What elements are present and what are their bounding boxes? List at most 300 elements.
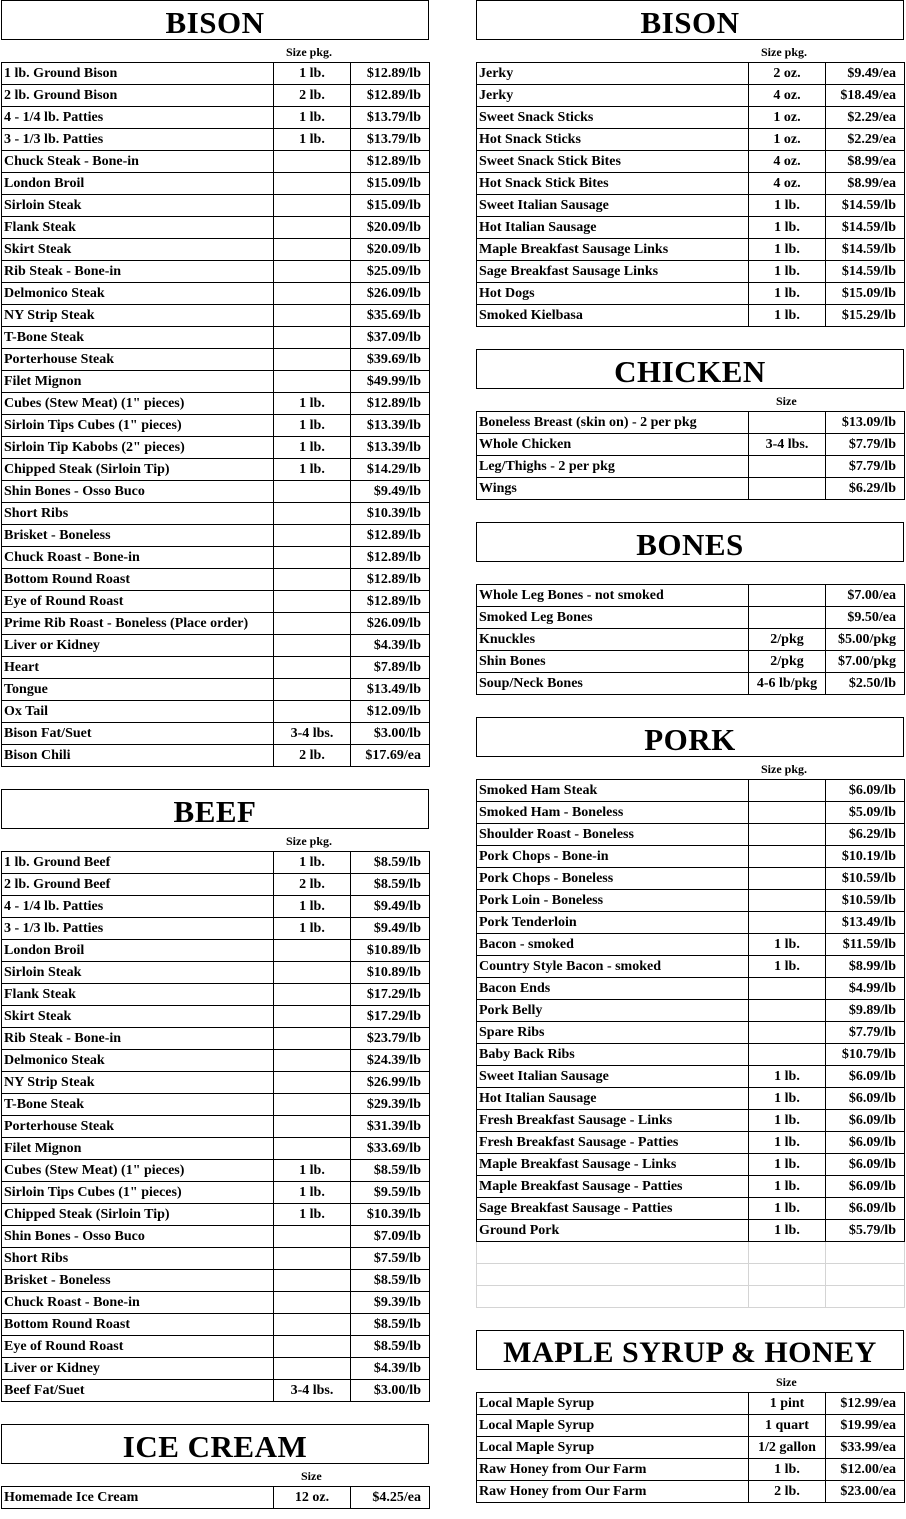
item-name: Bacon - smoked	[477, 934, 749, 956]
item-price: $12.89/lb	[351, 569, 430, 591]
item-price: $14.59/lb	[826, 195, 905, 217]
pork-section	[476, 717, 904, 1330]
price-table-maple-honey	[476, 1392, 905, 1503]
table-row	[477, 63, 905, 85]
item-name: 2 lb. Ground Bison	[2, 85, 274, 107]
item-name: 3 - 1/3 lb. Patties	[2, 918, 274, 940]
item-size: 2/pkg	[749, 629, 826, 651]
item-size	[274, 1270, 351, 1292]
size-header-label: Size	[776, 1375, 797, 1389]
item-price: $13.79/lb	[351, 129, 430, 151]
price-table-bison-2	[476, 62, 905, 327]
item-price: $8.99/lb	[826, 956, 905, 978]
item-size: 1 lb.	[749, 1176, 826, 1198]
item-name: Raw Honey from Our Farm	[477, 1481, 749, 1503]
item-size	[274, 1226, 351, 1248]
item-name: Maple Breakfast Sausage Links	[477, 239, 749, 261]
item-price: $12.89/lb	[351, 393, 430, 415]
item-size	[274, 283, 351, 305]
item-name: T-Bone Steak	[2, 1094, 274, 1116]
item-price: $14.59/lb	[826, 239, 905, 261]
item-name: Ground Pork	[477, 1220, 749, 1242]
item-price: $15.09/lb	[351, 195, 430, 217]
table-row	[2, 852, 430, 874]
item-size: 1 lb.	[749, 217, 826, 239]
table-row	[477, 1393, 905, 1415]
item-name: Fresh Breakfast Sausage - Patties	[477, 1132, 749, 1154]
item-size	[274, 657, 351, 679]
item-price: $6.29/lb	[826, 824, 905, 846]
table-row	[2, 261, 430, 283]
table-row	[2, 569, 430, 591]
item-size	[274, 349, 351, 371]
item-name: Raw Honey from Our Farm	[477, 1459, 749, 1481]
item-price: $3.00/lb	[351, 1380, 430, 1402]
table-row	[2, 459, 430, 481]
item-size: 1 lb.	[749, 195, 826, 217]
section-spacer	[1, 767, 429, 789]
item-price: $2.29/ea	[826, 107, 905, 129]
item-size	[274, 547, 351, 569]
table-row	[477, 934, 905, 956]
empty-cell	[826, 1286, 905, 1308]
bison-2-section	[476, 0, 904, 349]
item-size: 1 lb.	[749, 305, 826, 327]
price-table-bones	[476, 584, 905, 695]
table-row	[2, 393, 430, 415]
item-size	[274, 1116, 351, 1138]
empty-cell	[477, 1242, 749, 1264]
item-price: $17.29/lb	[351, 1006, 430, 1028]
item-name: Smoked Ham - Boneless	[477, 802, 749, 824]
table-row	[2, 1028, 430, 1050]
item-name: Pork Chops - Boneless	[477, 868, 749, 890]
item-size: 1 lb.	[274, 129, 351, 151]
item-name: Sage Breakfast Sausage - Patties	[477, 1198, 749, 1220]
size-header-label: Size pkg.	[761, 762, 808, 776]
table-row	[477, 217, 905, 239]
table-row	[477, 912, 905, 934]
section-title-bison: BISON	[1, 0, 429, 40]
item-price: $17.29/lb	[351, 984, 430, 1006]
item-size: 1 lb.	[749, 1198, 826, 1220]
item-price: $20.09/lb	[351, 217, 430, 239]
item-name: 4 - 1/4 lb. Patties	[2, 896, 274, 918]
right-column	[476, 0, 904, 1503]
item-price: $14.59/lb	[826, 261, 905, 283]
item-size	[749, 1022, 826, 1044]
table-row	[477, 673, 905, 695]
item-name: Eye of Round Roast	[2, 1336, 274, 1358]
item-name: Flank Steak	[2, 984, 274, 1006]
item-price: $3.00/lb	[351, 723, 430, 745]
item-price: $11.59/lb	[826, 934, 905, 956]
item-size	[274, 962, 351, 984]
table-row	[2, 85, 430, 107]
size-header-row	[476, 1370, 904, 1392]
item-size: 1 lb.	[749, 283, 826, 305]
section-spacer	[476, 695, 904, 717]
table-row	[477, 1481, 905, 1503]
table-row	[2, 1116, 430, 1138]
size-header-row	[476, 562, 904, 584]
table-row	[477, 1220, 905, 1242]
empty-row	[477, 1286, 905, 1308]
item-size	[749, 585, 826, 607]
item-price: $7.00/ea	[826, 585, 905, 607]
price-table-chicken	[476, 411, 905, 500]
item-price: $26.99/lb	[351, 1072, 430, 1094]
item-size	[749, 456, 826, 478]
item-size	[749, 912, 826, 934]
table-row	[2, 283, 430, 305]
item-name: Sweet Italian Sausage	[477, 1066, 749, 1088]
item-name: Short Ribs	[2, 503, 274, 525]
item-size: 4 oz.	[749, 151, 826, 173]
item-price: $29.39/lb	[351, 1094, 430, 1116]
item-price: $39.69/lb	[351, 349, 430, 371]
empty-cell	[477, 1286, 749, 1308]
size-header-row	[1, 829, 429, 851]
item-price: $13.49/lb	[351, 679, 430, 701]
table-row	[2, 503, 430, 525]
item-price: $10.39/lb	[351, 503, 430, 525]
item-name: Liver or Kidney	[2, 635, 274, 657]
empty-cell	[749, 1264, 826, 1286]
item-name: Delmonico Steak	[2, 1050, 274, 1072]
table-row	[477, 261, 905, 283]
item-price: $12.09/lb	[351, 701, 430, 723]
item-name: Delmonico Steak	[2, 283, 274, 305]
item-price: $10.89/lb	[351, 962, 430, 984]
item-size: 12 oz.	[274, 1487, 351, 1509]
item-price: $14.59/lb	[826, 217, 905, 239]
item-price: $49.99/lb	[351, 371, 430, 393]
item-name: Jerky	[477, 63, 749, 85]
section-spacer	[476, 327, 904, 349]
item-size: 2/pkg	[749, 651, 826, 673]
item-name: 4 - 1/4 lb. Patties	[2, 107, 274, 129]
item-name: Filet Mignon	[2, 1138, 274, 1160]
item-price: $13.39/lb	[351, 437, 430, 459]
table-row	[2, 1248, 430, 1270]
table-row	[2, 349, 430, 371]
price-table-bison	[1, 62, 430, 767]
item-size	[749, 978, 826, 1000]
item-name: London Broil	[2, 173, 274, 195]
item-size: 3-4 lbs.	[749, 434, 826, 456]
table-row	[477, 868, 905, 890]
table-row	[2, 1487, 430, 1509]
size-header-label: Size pkg.	[761, 45, 808, 59]
item-size	[749, 802, 826, 824]
table-row	[2, 1226, 430, 1248]
item-name: Heart	[2, 657, 274, 679]
table-row	[2, 415, 430, 437]
item-price: $5.00/pkg	[826, 629, 905, 651]
item-name: Porterhouse Steak	[2, 349, 274, 371]
size-header-row	[476, 389, 904, 411]
item-price: $8.59/lb	[351, 852, 430, 874]
item-price: $23.79/lb	[351, 1028, 430, 1050]
section-title-pork: PORK	[476, 717, 904, 757]
item-name: Flank Steak	[2, 217, 274, 239]
item-size: 1 lb.	[749, 261, 826, 283]
item-size	[274, 239, 351, 261]
table-row	[2, 896, 430, 918]
item-price: $4.39/lb	[351, 1358, 430, 1380]
item-price: $6.09/lb	[826, 780, 905, 802]
item-size	[274, 371, 351, 393]
item-price: $37.09/lb	[351, 327, 430, 349]
item-price: $9.50/ea	[826, 607, 905, 629]
item-size: 4 oz.	[749, 85, 826, 107]
item-name: 1 lb. Ground Beef	[2, 852, 274, 874]
table-row	[2, 437, 430, 459]
item-name: Local Maple Syrup	[477, 1437, 749, 1459]
item-price: $10.79/lb	[826, 1044, 905, 1066]
item-price: $5.09/lb	[826, 802, 905, 824]
item-name: Cubes (Stew Meat) (1" pieces)	[2, 1160, 274, 1182]
table-row	[2, 151, 430, 173]
item-name: Pork Loin - Boneless	[477, 890, 749, 912]
item-price: $10.39/lb	[351, 1204, 430, 1226]
table-row	[2, 129, 430, 151]
size-header-label: Size pkg.	[286, 834, 333, 848]
table-row	[2, 1050, 430, 1072]
item-price: $10.89/lb	[351, 940, 430, 962]
item-size	[274, 591, 351, 613]
item-name: Leg/Thighs - 2 per pkg	[477, 456, 749, 478]
item-size	[749, 868, 826, 890]
table-row	[2, 327, 430, 349]
item-name: Cubes (Stew Meat) (1" pieces)	[2, 393, 274, 415]
item-name: Smoked Leg Bones	[477, 607, 749, 629]
bison-section	[1, 0, 429, 789]
item-name: Bison Chili	[2, 745, 274, 767]
table-row	[477, 151, 905, 173]
price-table-beef	[1, 851, 430, 1402]
item-price: $12.89/lb	[351, 591, 430, 613]
item-size	[274, 195, 351, 217]
table-row	[2, 173, 430, 195]
item-size: 1 quart	[749, 1415, 826, 1437]
empty-cell	[749, 1286, 826, 1308]
item-price: $6.09/lb	[826, 1110, 905, 1132]
table-row	[477, 1110, 905, 1132]
item-size: 1 lb.	[274, 918, 351, 940]
item-name: Knuckles	[477, 629, 749, 651]
item-name: Shin Bones	[477, 651, 749, 673]
item-price: $12.99/ea	[826, 1393, 905, 1415]
item-name: Rib Steak - Bone-in	[2, 261, 274, 283]
price-table-ice-cream	[1, 1486, 430, 1509]
table-row	[477, 1000, 905, 1022]
item-price: $12.89/lb	[351, 63, 430, 85]
item-size	[274, 1072, 351, 1094]
item-size	[274, 1028, 351, 1050]
table-row	[477, 585, 905, 607]
empty-cell	[826, 1264, 905, 1286]
table-row	[2, 591, 430, 613]
item-price: $2.29/ea	[826, 129, 905, 151]
item-price: $19.99/ea	[826, 1415, 905, 1437]
item-size: 2 lb.	[274, 85, 351, 107]
item-name: Wings	[477, 478, 749, 500]
table-row	[2, 1380, 430, 1402]
table-row	[2, 1204, 430, 1226]
item-price: $8.99/ea	[826, 151, 905, 173]
table-row	[2, 481, 430, 503]
item-size: 1/2 gallon	[749, 1437, 826, 1459]
item-size	[274, 1248, 351, 1270]
item-name: Smoked Kielbasa	[477, 305, 749, 327]
item-price: $13.09/lb	[826, 412, 905, 434]
item-price: $12.89/lb	[351, 85, 430, 107]
table-row	[477, 1154, 905, 1176]
item-price: $4.39/lb	[351, 635, 430, 657]
item-price: $17.69/ea	[351, 745, 430, 767]
item-price: $12.00/ea	[826, 1459, 905, 1481]
table-row	[477, 629, 905, 651]
item-name: NY Strip Steak	[2, 1072, 274, 1094]
item-name: NY Strip Steak	[2, 305, 274, 327]
item-price: $23.00/ea	[826, 1481, 905, 1503]
item-price: $4.99/lb	[826, 978, 905, 1000]
item-name: Maple Breakfast Sausage - Links	[477, 1154, 749, 1176]
item-size	[274, 1358, 351, 1380]
item-size: 1 lb.	[274, 393, 351, 415]
item-size: 4-6 lb/pkg	[749, 673, 826, 695]
item-size: 1 lb.	[749, 239, 826, 261]
table-row	[2, 679, 430, 701]
size-header-label: Size	[776, 394, 797, 408]
item-size	[274, 327, 351, 349]
item-size: 1 lb.	[274, 1160, 351, 1182]
item-size: 1 pint	[749, 1393, 826, 1415]
table-row	[2, 107, 430, 129]
item-name: Shoulder Roast - Boneless	[477, 824, 749, 846]
item-size	[749, 890, 826, 912]
table-row	[477, 173, 905, 195]
item-name: Chuck Roast - Bone-in	[2, 1292, 274, 1314]
item-price: $12.89/lb	[351, 151, 430, 173]
item-name: 3 - 1/3 lb. Patties	[2, 129, 274, 151]
item-price: $8.59/lb	[351, 1270, 430, 1292]
table-row	[477, 1022, 905, 1044]
item-price: $7.79/lb	[826, 456, 905, 478]
item-size	[274, 1006, 351, 1028]
item-size	[274, 569, 351, 591]
table-row	[477, 1088, 905, 1110]
item-size	[274, 1336, 351, 1358]
item-size: 2 lb.	[274, 745, 351, 767]
item-name: T-Bone Steak	[2, 327, 274, 349]
table-row	[477, 607, 905, 629]
item-price: $24.39/lb	[351, 1050, 430, 1072]
empty-cell	[749, 1242, 826, 1264]
item-name: Hot Snack Sticks	[477, 129, 749, 151]
item-price: $7.00/pkg	[826, 651, 905, 673]
item-size	[274, 1292, 351, 1314]
item-size	[749, 1044, 826, 1066]
item-name: Pork Tenderloin	[477, 912, 749, 934]
item-price: $8.59/lb	[351, 1314, 430, 1336]
table-row	[477, 1459, 905, 1481]
price-table-pork	[476, 779, 905, 1308]
table-row	[2, 1270, 430, 1292]
item-name: Maple Breakfast Sausage - Patties	[477, 1176, 749, 1198]
section-spacer	[1, 1402, 429, 1424]
section-spacer	[476, 500, 904, 522]
table-row	[2, 635, 430, 657]
item-price: $33.99/ea	[826, 1437, 905, 1459]
table-row	[2, 1314, 430, 1336]
item-size: 1 lb.	[274, 437, 351, 459]
table-row	[477, 1132, 905, 1154]
item-name: Sirloin Tip Kabobs (2" pieces)	[2, 437, 274, 459]
item-price: $20.09/lb	[351, 239, 430, 261]
section-title-maple-honey: MAPLE SYRUP & HONEY	[476, 1330, 904, 1370]
item-size: 1 lb.	[749, 1154, 826, 1176]
section-title-beef: BEEF	[1, 789, 429, 829]
item-price: $12.89/lb	[351, 547, 430, 569]
item-name: Sirloin Tips Cubes (1" pieces)	[2, 415, 274, 437]
table-row	[477, 956, 905, 978]
item-name: Sirloin Tips Cubes (1" pieces)	[2, 1182, 274, 1204]
table-row	[477, 780, 905, 802]
item-name: Sweet Snack Sticks	[477, 107, 749, 129]
item-name: Liver or Kidney	[2, 1358, 274, 1380]
table-row	[477, 305, 905, 327]
size-header-row	[476, 40, 904, 62]
item-price: $8.59/lb	[351, 874, 430, 896]
table-row	[477, 1044, 905, 1066]
item-name: 1 lb. Ground Bison	[2, 63, 274, 85]
size-header-label: Size pkg.	[286, 45, 333, 59]
item-name: Soup/Neck Bones	[477, 673, 749, 695]
item-size: 1 lb.	[749, 1459, 826, 1481]
item-name: Local Maple Syrup	[477, 1415, 749, 1437]
item-size: 1 lb.	[274, 896, 351, 918]
item-size: 1 lb.	[274, 107, 351, 129]
item-name: Rib Steak - Bone-in	[2, 1028, 274, 1050]
item-name: Smoked Ham Steak	[477, 780, 749, 802]
item-name: Sirloin Steak	[2, 962, 274, 984]
item-name: Chuck Roast - Bone-in	[2, 547, 274, 569]
item-price: $15.09/lb	[826, 283, 905, 305]
table-row	[2, 940, 430, 962]
table-row	[477, 239, 905, 261]
item-price: $4.25/ea	[351, 1487, 430, 1509]
section-spacer	[476, 1308, 904, 1330]
item-size: 3-4 lbs.	[274, 1380, 351, 1402]
item-size	[274, 481, 351, 503]
table-row	[2, 1336, 430, 1358]
item-size	[274, 1314, 351, 1336]
item-name: Spare Ribs	[477, 1022, 749, 1044]
empty-cell	[826, 1242, 905, 1264]
item-price: $10.59/lb	[826, 890, 905, 912]
table-row	[477, 412, 905, 434]
item-size: 1 lb.	[749, 934, 826, 956]
item-name: Tongue	[2, 679, 274, 701]
table-row	[477, 651, 905, 673]
item-price: $9.39/lb	[351, 1292, 430, 1314]
item-name: Chipped Steak (Sirloin Tip)	[2, 1204, 274, 1226]
item-size: 3-4 lbs.	[274, 723, 351, 745]
table-row	[477, 890, 905, 912]
